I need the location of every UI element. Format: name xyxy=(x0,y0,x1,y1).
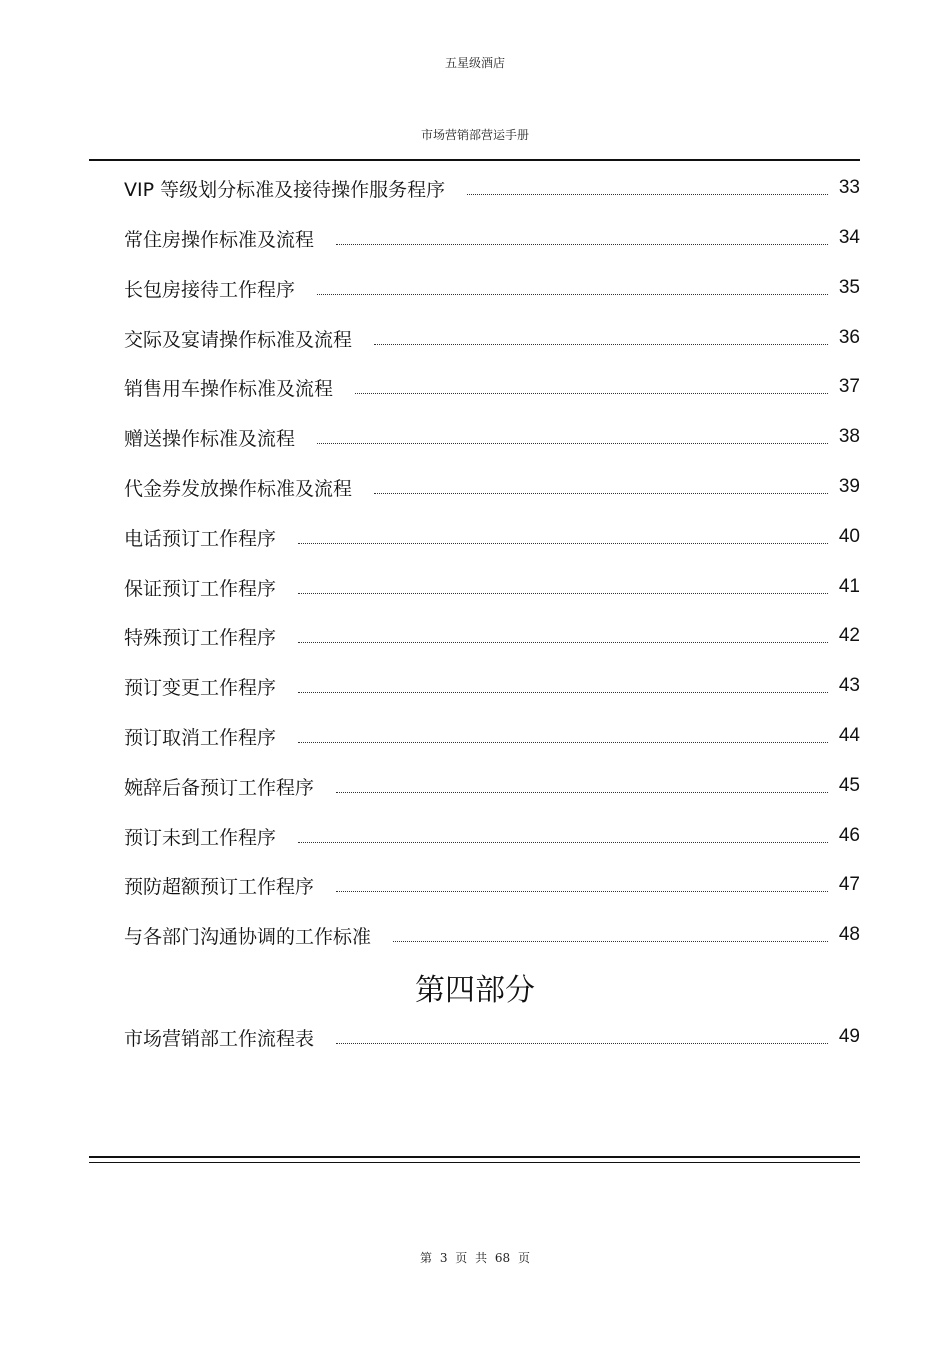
footer-rule-thin xyxy=(89,1162,860,1163)
toc-leader-dots xyxy=(467,193,828,195)
toc-entry-page: 47 xyxy=(838,874,860,895)
toc-entry-page: 34 xyxy=(838,227,860,248)
toc-entry-page: 48 xyxy=(838,924,860,945)
toc-entry[interactable] xyxy=(124,273,860,303)
toc-entry[interactable] xyxy=(124,572,860,602)
section-heading: 第四部分 xyxy=(415,973,535,1008)
toc-entry-page: 49 xyxy=(838,1026,860,1047)
toc-leader-dots xyxy=(317,293,828,295)
toc-leader-dots xyxy=(374,492,828,494)
toc-entry[interactable] xyxy=(124,422,860,452)
toc-entry[interactable] xyxy=(124,771,860,801)
toc-entry-section4[interactable] xyxy=(124,1022,860,1052)
toc-entry-page: 33 xyxy=(838,177,860,198)
toc-leader-dots xyxy=(374,343,828,345)
toc-entry[interactable] xyxy=(124,323,860,353)
toc-entry[interactable] xyxy=(124,721,860,751)
toc-entry-page: 37 xyxy=(838,376,860,397)
toc-entry-title: 预防超额预订工作程序 xyxy=(124,875,315,898)
toc-entry-title: 预订取消工作程序 xyxy=(124,726,277,749)
toc-entry-title: 婉辞后备预订工作程序 xyxy=(124,776,315,799)
toc-entry-title: 与各部门沟通协调的工作标准 xyxy=(124,925,372,948)
toc-entry[interactable] xyxy=(124,223,860,253)
toc-leader-dots xyxy=(393,940,828,942)
toc-entry-title: 销售用车操作标准及流程 xyxy=(124,377,334,400)
toc-entry-page: 45 xyxy=(838,775,860,796)
toc-entry-page: 35 xyxy=(838,277,860,298)
table-of-contents xyxy=(124,0,860,1345)
toc-entry[interactable] xyxy=(124,372,860,402)
toc-leader-dots xyxy=(298,741,828,743)
toc-entry[interactable] xyxy=(124,173,860,203)
running-header-subtitle: 市场营销部营运手册 xyxy=(420,128,529,142)
toc-entry-page: 44 xyxy=(838,725,860,746)
toc-leader-dots xyxy=(298,641,828,643)
toc-entry-title: 市场营销部工作流程表 xyxy=(124,1027,315,1050)
toc-entry-title: 常住房操作标准及流程 xyxy=(124,228,315,251)
toc-leader-dots xyxy=(355,392,828,394)
toc-entry-page: 41 xyxy=(838,576,860,597)
toc-entry[interactable] xyxy=(124,870,860,900)
toc-entry-page: 39 xyxy=(838,476,860,497)
toc-entry-title: 赠送操作标准及流程 xyxy=(124,427,296,450)
toc-entry-page: 42 xyxy=(838,625,860,646)
toc-entry-title: 保证预订工作程序 xyxy=(124,577,277,600)
toc-leader-dots xyxy=(298,841,828,843)
toc-leader-dots xyxy=(298,542,828,544)
toc-entry[interactable] xyxy=(124,522,860,552)
toc-entry-title: 电话预订工作程序 xyxy=(124,527,277,550)
toc-entry-title: 长包房接待工作程序 xyxy=(124,278,296,301)
toc-entry[interactable] xyxy=(124,671,860,701)
toc-entry-page: 46 xyxy=(838,825,860,846)
toc-entry-page: 36 xyxy=(838,327,860,348)
toc-entry-title: 预订变更工作程序 xyxy=(124,676,277,699)
toc-entry-page: 43 xyxy=(838,675,860,696)
running-header-title: 五星级酒店 xyxy=(444,56,505,70)
toc-leader-dots xyxy=(317,442,828,444)
toc-entry-page: 38 xyxy=(838,426,860,447)
toc-entry-title: 特殊预订工作程序 xyxy=(124,626,277,649)
toc-leader-dots xyxy=(298,691,828,693)
toc-entry-title: VIP 等级划分标准及接待操作服务程序 xyxy=(124,178,446,201)
toc-leader-dots xyxy=(298,592,828,594)
page-footer: 第 3 页 共 68 页 xyxy=(420,1251,530,1265)
toc-entry-title: 交际及宴请操作标准及流程 xyxy=(124,328,353,351)
toc-leader-dots xyxy=(336,1042,828,1044)
toc-entry[interactable] xyxy=(124,821,860,851)
toc-entry-page: 40 xyxy=(838,526,860,547)
toc-entry-title: 代金券发放操作标准及流程 xyxy=(124,477,353,500)
toc-entry[interactable] xyxy=(124,472,860,502)
footer-rule-thick xyxy=(89,1156,860,1158)
toc-entry-title: 预订未到工作程序 xyxy=(124,826,277,849)
toc-leader-dots xyxy=(336,243,828,245)
toc-leader-dots xyxy=(336,791,828,793)
toc-entry[interactable] xyxy=(124,920,860,950)
toc-leader-dots xyxy=(336,890,828,892)
toc-entry[interactable] xyxy=(124,621,860,651)
